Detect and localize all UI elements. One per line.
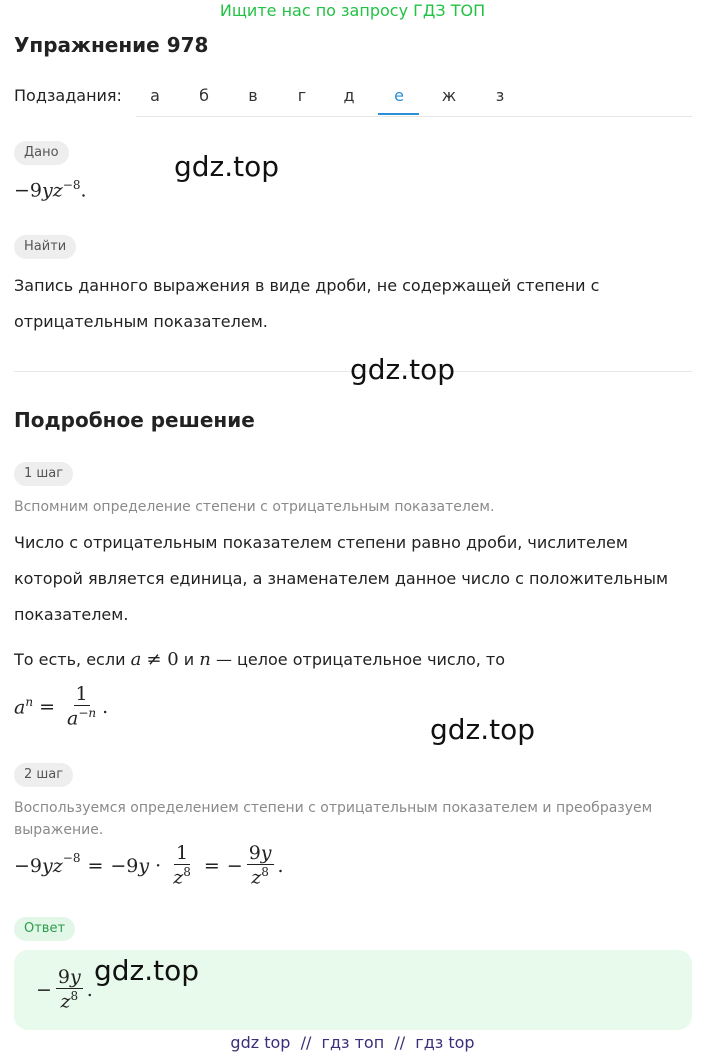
find-line-2: отрицательным показателем.: [14, 312, 268, 331]
subtask-tab-a[interactable]: а: [150, 86, 160, 105]
subtask-tab-g[interactable]: г: [297, 86, 307, 105]
subtask-tab-v[interactable]: в: [248, 86, 258, 105]
solution-title: Подробное решение: [14, 408, 255, 432]
subtask-tab-b[interactable]: б: [199, 86, 209, 105]
subtask-tab-d[interactable]: д: [343, 86, 355, 105]
step-1-hint: Вспомним определение степени с отрицательным показателем.: [14, 499, 495, 515]
given-badge: Дано: [14, 141, 69, 165]
step-2-hint-line-2: выражение.: [14, 822, 104, 838]
step-2-badge: 2 шаг: [14, 763, 73, 787]
step-1-line-2: которой является единица, а знаменателем данное число с положительным: [14, 569, 669, 588]
answer-badge: Ответ: [14, 917, 75, 941]
step-1-line-1: Число с отрицательным показателем степени равно дроби, числителем: [14, 533, 628, 552]
watermark-text: gdz.top: [174, 150, 280, 183]
subtasks-tabs: [136, 78, 692, 117]
promo-banner[interactable]: Ищите нас по запросу ГДЗ ТОП: [219, 1, 486, 20]
step-1-condition: То есть, если a ≠ 0 и n — целое отрицательное число, то: [14, 649, 506, 670]
watermark-text: gdz.top: [350, 353, 456, 386]
active-tab-indicator: [378, 113, 419, 115]
step-1-line-3: показателем.: [14, 605, 129, 624]
given-expression: $-9yz^{-8}$.: [14, 178, 87, 202]
answer-formula: − $\frac{9y}{z^8}$ .: [36, 966, 93, 1013]
footer-links[interactable]: gdz top // гдз топ // гдз top: [230, 1033, 475, 1052]
subtask-tab-e[interactable]: е: [394, 86, 404, 105]
watermark-text: gdz.top: [430, 713, 536, 746]
find-badge: Найти: [14, 235, 76, 259]
subtask-tab-z[interactable]: з: [495, 86, 505, 105]
step-1-badge: 1 шаг: [14, 462, 73, 486]
subtasks-label: Подзадания:: [14, 86, 122, 105]
subtask-tab-zh[interactable]: ж: [441, 86, 457, 105]
step-2-hint-line-1: Воспользуемся определением степени с отрицательным показателем и преобразуем: [14, 800, 653, 816]
find-line-1: Запись данного выражения в виде дроби, не содержащей степени с: [14, 276, 600, 295]
step-1-formula: $a^n$ = $\frac{1}{a^{-n}}$ .: [14, 683, 109, 730]
watermark-text: gdz.top: [94, 954, 200, 987]
step-2-formula: −9 yz $^{-8}$ = −9 y · $\frac{1}{z^8}$ = − $\frac{9y}{z^8}$ .: [14, 842, 284, 889]
page-title: Упражнение 978: [14, 33, 209, 57]
